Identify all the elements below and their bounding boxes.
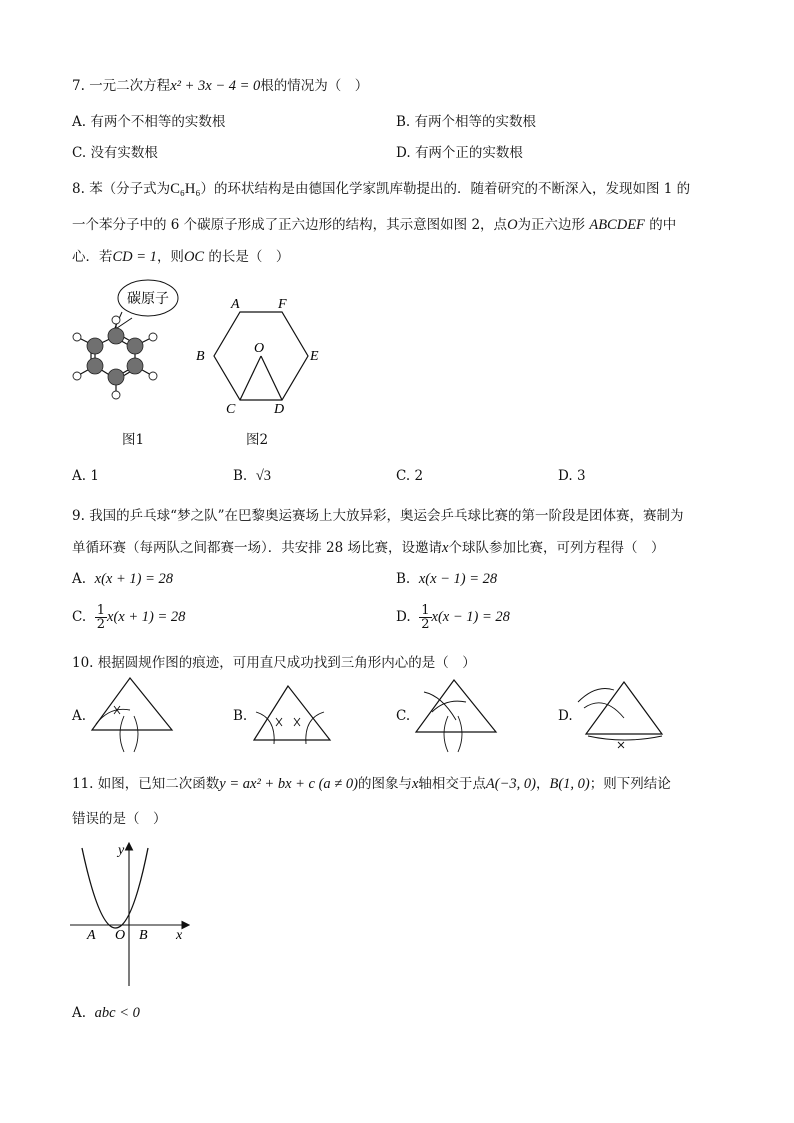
q8-option-d: D. 3 xyxy=(558,468,586,484)
q10-option-a-figure xyxy=(88,676,178,756)
q10-option-b-figure xyxy=(250,682,340,752)
q9-option-b: B. x(x − 1) = 28 xyxy=(396,571,498,587)
graph-label-b: B xyxy=(139,928,148,943)
label-f: F xyxy=(278,297,287,312)
q8-option-c: C. 2 xyxy=(396,468,424,484)
q11-line1: 11. 如图，已知二次函数y = ax² + bx + c (a ≠ 0)的图象与x轴相交于点A(−3, 0)，B(1, 0)；则下列结论 xyxy=(72,776,671,792)
q10-option-a-letter: A. xyxy=(72,708,87,724)
figure2-caption: 图2 xyxy=(246,432,269,448)
q8-formula: C₆H₆ xyxy=(170,181,201,197)
parabola-graph xyxy=(66,838,196,988)
label-e: E xyxy=(310,349,319,364)
graph-label-x: x xyxy=(176,928,183,943)
hexagon-figure xyxy=(190,290,330,420)
graph-label-o: O xyxy=(115,928,126,943)
fraction-one-half: $\frac{1}{2}$ xyxy=(96,603,106,632)
q10-option-b-letter: B. xyxy=(233,708,248,724)
q7-stem-post: 根的情况为（ ） xyxy=(260,78,369,94)
q11-option-a: A. abc < 0 xyxy=(72,1005,140,1021)
benzene-molecule-figure xyxy=(66,278,196,413)
label-d: D xyxy=(274,402,285,417)
q8-option-a: A. 1 xyxy=(72,468,99,484)
q7-number: 7. xyxy=(72,78,85,94)
q10-option-d-letter: D. xyxy=(558,708,573,724)
q10-option-c-letter: C. xyxy=(396,708,411,724)
q7-equation: x² + 3x − 4 = 0 xyxy=(170,78,261,94)
q7-stem-pre: 一元二次方程 xyxy=(89,78,171,94)
graph-label-y: y xyxy=(118,843,125,858)
q9-line2: 单循环赛（每两队之间都赛一场）．共安排 28 场比赛，设邀请x个球队参加比赛，可列方程得（ ） xyxy=(72,540,665,556)
q8-line1: 8. 苯（分子式为C₆H₆）的环状结构是由德国化学家凯库勒提出的．随着研究的不断深入，发现如图 1 的 xyxy=(72,181,691,197)
segment-oc xyxy=(240,356,261,400)
q8-line2: 一个苯分子中的 6 个碳原子形成了正六边形的结构，其示意图如图 2，点O为正六边形 ABCDEF 的中 xyxy=(72,217,677,233)
q9-option-a: A. x(x + 1) = 28 xyxy=(72,571,173,587)
parabola-curve xyxy=(82,848,148,928)
q10-option-d-figure xyxy=(574,678,664,756)
q9-option-d: D. $\frac{1}{2}$ x(x − 1) = 28 xyxy=(396,603,510,632)
speech-bubble xyxy=(114,280,178,330)
q8-line3: 心．若CD = 1，则OC 的长是（ ） xyxy=(72,249,290,265)
q10-option-c-figure xyxy=(412,676,502,756)
q9-option-c: C. $\frac{1}{2}$ x(x + 1) = 28 xyxy=(72,603,186,632)
q11-line2: 错误的是（ ） xyxy=(72,811,167,827)
label-b: B xyxy=(196,349,205,364)
segment-od xyxy=(261,356,282,400)
graph-label-a: A xyxy=(87,928,96,943)
q7-option-a: A. 有两个不相等的实数根 xyxy=(72,114,226,130)
label-a: A xyxy=(231,297,240,312)
q7-option-b: B. 有两个相等的实数根 xyxy=(396,114,537,130)
label-c: C xyxy=(226,402,236,417)
q7-stem xyxy=(72,74,368,95)
q9-line1: 9. 我国的乒乓球“梦之队”在巴黎奥运赛场上大放异彩，奥运会乒乓球比赛的第一阶段是团体赛，赛制为 xyxy=(72,508,684,524)
q7-option-c: C. 没有实数根 xyxy=(72,145,158,161)
label-o: O xyxy=(254,341,265,356)
q8-option-b: B. √3 xyxy=(233,468,272,484)
q10-stem: 10. 根据圆规作图的痕迹，可用直尺成功找到三角形内心的是（ ） xyxy=(72,655,476,671)
bubble-label: 碳原子 xyxy=(127,292,169,307)
fraction-one-half: $\frac{1}{2}$ xyxy=(421,603,430,632)
figure1-caption: 图1 xyxy=(122,432,145,448)
q7-option-d: D. 有两个正的实数根 xyxy=(396,145,523,161)
